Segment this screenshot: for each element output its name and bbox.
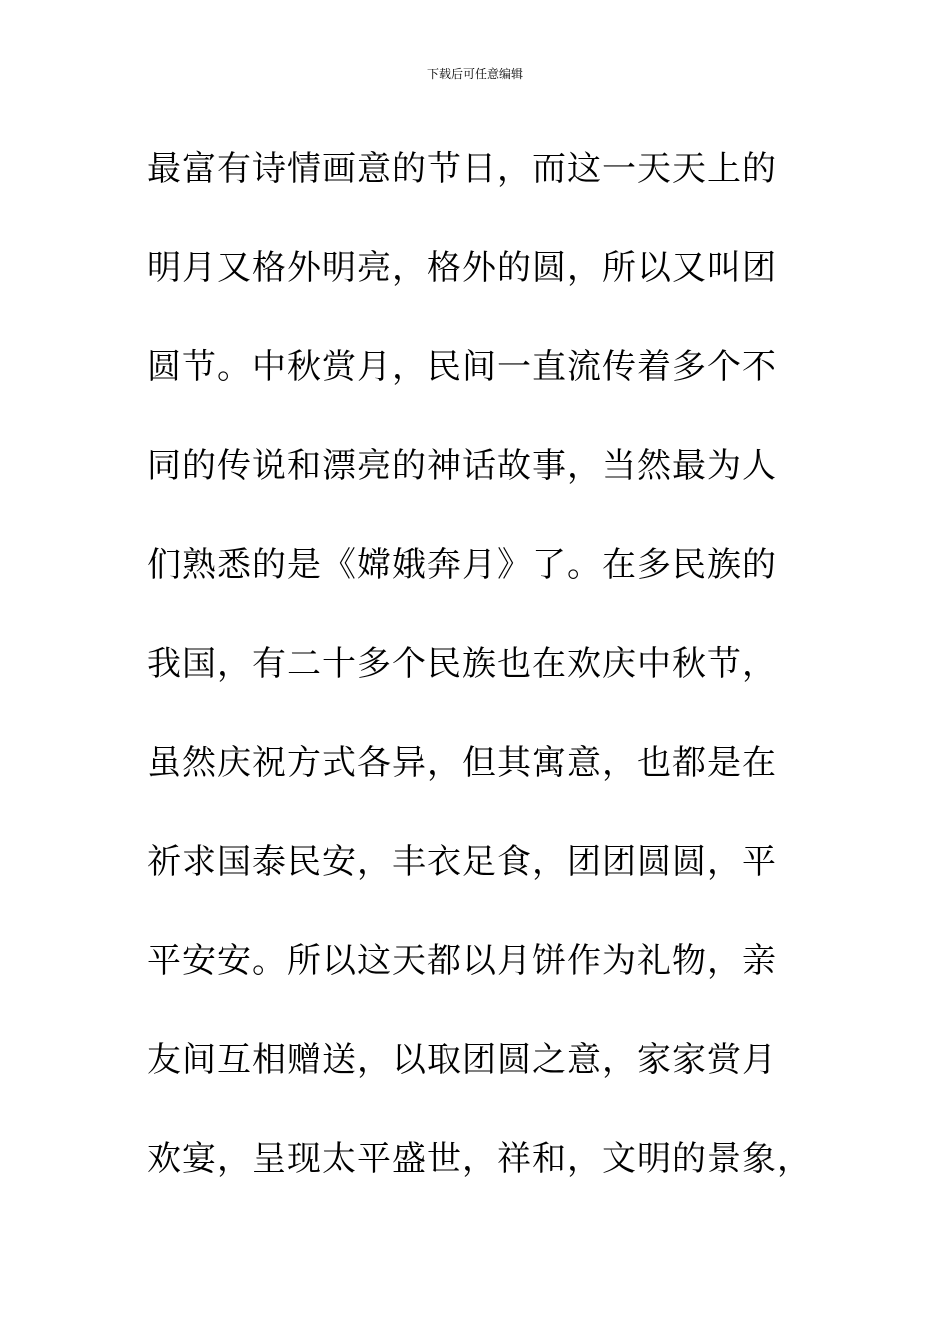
text-line-2: 明月又格外明亮，格外的圆，所以又叫团 xyxy=(147,248,777,288)
text-line-7: 虽然庆祝方式各异，但其寓意，也都是在 xyxy=(147,743,777,783)
text-line-4: 同的传说和漂亮的神话故事，当然最为人 xyxy=(147,446,777,486)
text-line-1: 最富有诗情画意的节日，而这一天天上的 xyxy=(147,149,777,189)
text-line-3: 圆节。中秋赏月，民间一直流传着多个不 xyxy=(147,347,777,387)
body-text xyxy=(147,120,827,1209)
text-line-8: 祈求国泰民安，丰衣足食，团团圆圆，平 xyxy=(147,842,777,882)
page-header: 下载后可任意编辑 xyxy=(426,67,523,81)
text-line-6: 我国，有二十多个民族也在欢庆中秋节， xyxy=(147,644,777,684)
text-line-5: 们熟悉的是《嫦娥奔月》了。在多民族的 xyxy=(147,545,777,585)
text-line-9: 平安安。所以这天都以月饼作为礼物，亲 xyxy=(147,941,777,981)
text-line-11: 欢宴，呈现太平盛世，祥和，文明的景象， xyxy=(147,1139,812,1179)
text-line-10: 友间互相赠送，以取团圆之意，家家赏月 xyxy=(147,1040,777,1080)
